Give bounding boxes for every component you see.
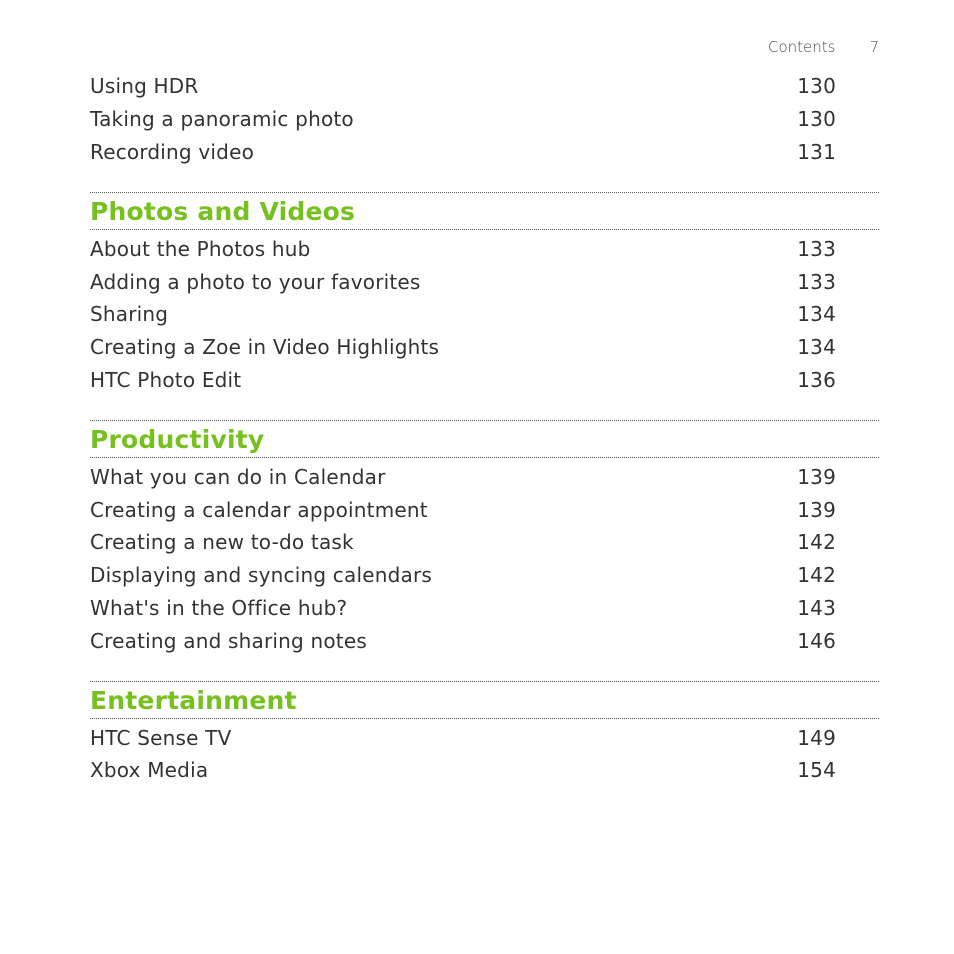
- toc-entry-page: 134: [797, 302, 836, 327]
- table-of-contents: [90, 70, 879, 787]
- section-heading[interactable]: Productivity: [90, 424, 265, 454]
- toc-entry[interactable]: [90, 331, 879, 364]
- toc-entry[interactable]: [90, 721, 879, 754]
- toc-entry-page: 139: [797, 464, 836, 489]
- toc-entry-title: Recording video: [90, 139, 255, 164]
- toc-entry[interactable]: [90, 298, 879, 331]
- toc-entry-page: 139: [797, 497, 836, 522]
- running-head-label: Contents: [767, 38, 836, 56]
- toc-entry[interactable]: [90, 265, 879, 298]
- section-heading[interactable]: Entertainment: [90, 685, 297, 715]
- toc-entry[interactable]: [90, 624, 879, 657]
- toc-section-photos-and-videos: [90, 192, 879, 396]
- toc-entry-title: Adding a photo to your favorites: [90, 269, 421, 294]
- toc-entry-title: Creating a calendar appointment: [90, 497, 428, 522]
- toc-entry-page: 142: [797, 530, 836, 555]
- toc-entry-page: 133: [797, 269, 836, 294]
- toc-entry-page: 143: [797, 595, 836, 620]
- toc-entry-page: 149: [797, 725, 836, 750]
- toc-entry-page: 130: [797, 74, 836, 99]
- section-heading[interactable]: Photos and Videos: [90, 196, 356, 226]
- toc-entry-title: What's in the Office hub?: [90, 595, 348, 620]
- toc-entry[interactable]: [90, 136, 879, 169]
- section-heading-bar: [90, 681, 879, 719]
- toc-entry[interactable]: [90, 526, 879, 559]
- page-number: 7: [869, 38, 879, 56]
- toc-entry[interactable]: [90, 559, 879, 592]
- toc-entry-title: Creating and sharing notes: [90, 628, 367, 653]
- toc-entry[interactable]: [90, 70, 879, 103]
- toc-entry-title: Displaying and syncing calendars: [90, 563, 432, 588]
- toc-entry-title: HTC Photo Edit: [90, 367, 242, 392]
- toc-entry-title: What you can do in Calendar: [90, 464, 386, 489]
- toc-entry-page: 146: [797, 628, 836, 653]
- toc-entry[interactable]: [90, 754, 879, 787]
- page-header: [768, 38, 879, 56]
- toc-entry-page: 134: [797, 335, 836, 360]
- toc-entry[interactable]: [90, 103, 879, 136]
- toc-entry[interactable]: [90, 460, 879, 493]
- toc-entry-page: 154: [797, 758, 836, 783]
- toc-entry-title: HTC Sense TV: [90, 725, 232, 750]
- toc-entry[interactable]: [90, 493, 879, 526]
- toc-entry[interactable]: [90, 592, 879, 625]
- toc-entry-page: 130: [797, 107, 836, 132]
- toc-entry-title: Using HDR: [90, 74, 199, 99]
- toc-entry-title: Creating a new to-do task: [90, 530, 354, 555]
- toc-entry-page: 142: [797, 563, 836, 588]
- section-heading-bar: [90, 192, 879, 230]
- toc-entry-page: 136: [797, 367, 836, 392]
- toc-entry-page: 133: [797, 236, 836, 261]
- toc-entry-title: Xbox Media: [90, 758, 209, 783]
- toc-entry-page: 131: [797, 139, 836, 164]
- toc-entry-title: Creating a Zoe in Video Highlights: [90, 335, 440, 360]
- toc-entry-title: About the Photos hub: [90, 236, 311, 261]
- toc-entry[interactable]: [90, 364, 879, 397]
- toc-entry-title: Taking a panoramic photo: [90, 107, 354, 132]
- toc-entry-title: Sharing: [90, 302, 169, 327]
- section-heading-bar: [90, 420, 879, 458]
- toc-section-entertainment: [90, 681, 879, 787]
- toc-entry[interactable]: [90, 232, 879, 265]
- toc-section-productivity: [90, 420, 879, 657]
